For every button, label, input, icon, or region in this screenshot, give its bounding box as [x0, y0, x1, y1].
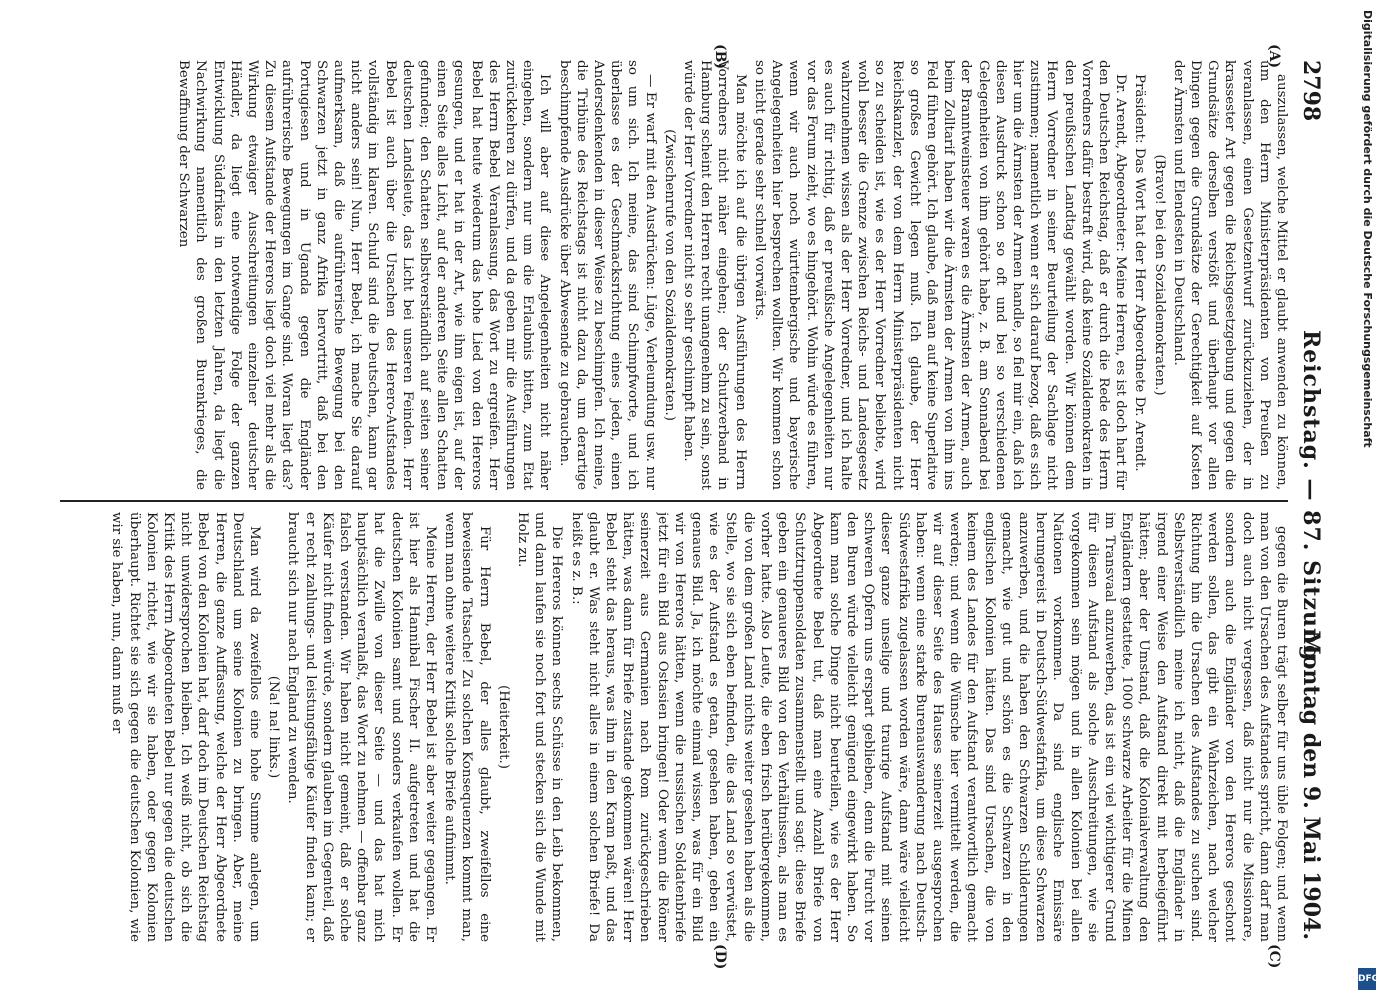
column-divider [60, 500, 1288, 502]
paragraph: Man wird da zweifellos eine hohe Summe anlegen, um Deutschland um seine Kolonien zu bringen. Aber, meine Herren, die ganze Auffassung, welche der Herr Abgeordnete Bebel von den Kolonien hat, darf doch im Deutschen Reichstag nicht unwidersprochen bleiben. Ich weiß nicht, ob sich die Kritik des Herrn Abgeordneten Bebel nur gegen die deutschen Kolonien richtet, wie wir sie haben, oder gegen Kolonien überhaupt. Richtet sie sich gegen die deutschen Kolonien, wie wir sie haben, nun, dann muß er [109, 512, 263, 942]
session-title: Reichstag. — 87. Sitzung. [1298, 329, 1324, 671]
page-number: 2798 [1298, 60, 1324, 122]
funding-note: Digitalisierung gefördert durch die Deutsche Forschungsgemeinschaft [1361, 10, 1374, 448]
right-column [60, 512, 1290, 942]
digitization-footer [1358, 10, 1378, 990]
paragraph: gegen die Buren trägt selber für uns üble Folgen; und wenn man von den Ursachen des Aufstandes spricht, dann darf man doch auch nicht vergessen, daß nicht nur die Missionare, sondern auch die Engländer von den Hereros geschont werden sollen, das gibt ein Wahrzeichen, nach welcher Richtung hin die Ursachen des Aufstandes zu suchen sind. Selbstverständlich meine ich nicht, daß die Engländer in irgend einer Weise den Aufstand direkt mit herbeigeführt hätten; aber der Umstand, daß die Kolonialverwaltung den Engländern gestattete, 1000 schwarze Arbeiter für die Minen im Transvaal anzuwerben, das ist ein viel wichtigerer Grund für diesen Aufstand als solche Ausschreitungen, wie sie vorgekommen sein mögen und in allen Kolonien bei allen Nationen vorkommen. Da sind englische Emissäre herumgereist in Deutsch-Südwestafrika, um diese Schwarzen anzuwerben, und die haben den Schwarzen Schilderungen gemacht, wie gut und schön es die Schwarzen in den englischen Kolonien hätten. Das sind Ursachen, die von keinem des Landes für den Aufstand verantwortlich gemacht werden; und wenn die Wünsche hier vermittelt werden, die wir auf dieser Seite des Hauses seinerzeit ausgesprochen haben: wenn eine starke Burenauswanderung nach Deutsch-Südwestafrika zugelassen worden wäre, dann wäre vielleicht dieser ganze unselige und traurige Aufstand mit seinen schweren Opfern uns erspart geblieben, denn die Furcht vor den Buren würde vielleicht genügend eingewirkt haben. So kann man solche Dinge nicht beurteilen, wie es der Herr Abgeordnete Bebel tut, daß man eine Anzahl Briefe von Schutztruppensoldaten zusammenstellt und sagt: diese Briefe geben ein genaueres Bild von den Verhältnissen, als man es vorher hatte. Also Leute, die eben frisch herübergekommen, die von dem großen Land nichts weiter gesehen haben als die Stelle, wo sie sich eben befinden, die das Land so verwüstet, wie es der Aufstand es getan, gesehen haben, geben ein genaues Bild. Ja, ich möchte einmal wissen, was für ein Bild wir von Hereros hätten, wenn die russischen Soldatenbriefe jetzt für ein Bild aus Ostasien bringen! Oder wenn die Römer seinerzeit aus Germanien nach Rom zurückgeschrieben hätten, was dann für Briefe zustande gekommen wären! Herr Bebel steht das heraus, was ihm in den Kram paßt, und das glaubt er. Was steht nicht alles in einem solchen Briefe! Da heißt es z. B.: [568, 512, 1289, 942]
page-header [1292, 60, 1332, 940]
interjection: (Na! na! links.) [266, 675, 282, 779]
paragraph: Dr. Arendt, Abgeordneter: Meine Herren, es ist doch hart für den Deutschen Reichstag, daß er durch die Rede des Herrn Vorredners dafür bestraft wird, daß keine Sozialdemokraten in den preußischen Landtag gewählt worden. Wir können dem Herrn Vorredner in seiner Beurteilung der Sachlage nicht zustimmen; namentlich wenn er sich darauf bezog, daß es sich hier um die Ärmsten der Armen handle, so fiel mir ein, daß ich diesen Ausdruck schon so oft und bei so verschiedenen Gelegenheiten von ihm gehört habe, z. B. am Sonnabend bei der Branntweinsteuer waren es die Ärmsten der Armen, auch beim Zolltarif haben wir die Ärmsten der Armen von ihm ins Feld führen gehört. Ich glaube, daß man auf keine Superlative so großes Gewicht legen muß. Ich glaube, der Herr Reichskanzler, der von dem Herrn Ministerpräsidenten nicht so zu scheiden ist, wie es der Herr Vorredner beliebte, wird wohl besser die Grenze zwischen Reichs- und Landesgesetz wahrzunehmen wissen als der Herr Vorredner, und ich halte es auch für richtig, daß er preußische Angelegenheiten nur vor das Forum zieht, wo es hingehört. Wohin würde es führen, wenn wir auch noch württembergische und bayerische Angelegenheiten hier besprechen wollten. Wir kommen schon so nicht gerade sehr schnell vorwärts. [751, 60, 1129, 490]
paragraph: auszulassen, welche Mittel er glaubt anwenden zu können, um den Herrn Ministerpräsidenten von Preußen zu veranlassen, einen Gesetzentwurf zurückzuziehen, der in krassester Art gegen die Reichsgesetzgebung und gegen die Grundsätze derselben verstößt und überhaupt vor allen Dingen gegen die Grundsätze der Gerechtigkeit auf Kosten der Ärmsten und Elendesten in Deutschland. [1170, 60, 1289, 490]
dfg-logo: DFG [1358, 968, 1376, 990]
margin-mark-c: (C) [1266, 944, 1282, 969]
margin-mark-b: (B) [712, 44, 728, 70]
paragraph: Für Herrn Bebel, der alles glaubt, zweifellos eine beweisende Tatsache! Zu solchen Konsequenzen kommt man, wenn man ohne weitere Kritik solche Briefe aufnimmt. [442, 512, 492, 942]
margin-mark-d: (D) [712, 944, 728, 970]
interjection: (Bravo! bei den Sozialdemokraten.) [1151, 154, 1167, 396]
paragraph: Präsident: Das Wort hat der Herr Abgeordnete Dr. Arendt. [1132, 74, 1148, 472]
left-column [60, 60, 1290, 490]
paragraph: Ich will aber auf diese Angelegenheiten nicht näher eingehen, sondern nur um die Erlaubnis bitten, zum Etat zurückkehren zu dürfen, und da geben mir die Ausführungen des Herrn Bebel Veranlassung, das Wort zu ergreifen. Herr Bebel hat heute wiederum das hohe Lied von den Hereros gesungen, und er hat in der Art, wie ihm eigen ist, auf der einen Seite alles Licht, auf der anderen Seite allen Schatten gefunden; den Schatten selbstverständlich auf seiten seiner deutschen Landsleute, das Licht bei unseren Feinden. Herr Bebel ist auch über die Ursachen des Herero-Aufstandes vollständig im klaren. Schuld sind die Deutschen, kann gar nicht anders sein! Nun, Herr Bebel, ich mache Sie darauf aufmerksam, daß die aufrührerische Bewegung bei den Schwarzen jetzt in ganz Afrika hervortritt, daß bei den Portugiesen und in Uganda gegen die Engländer aufrührerische Bewegungen im Gange sind. Woran liegt das? Zu diesem Aufstande der Hereros liegt doch viel mehr als die Wirkung etwaiger Ausschreitungen einzelner deutscher Händler, da liegt eine notwendige Folge der ganzen Entwicklung Südafrikas in den letzten Jahren, da liegt die Nachwirkung namentlich des großen Burenkrieges, die Bewaffnung der Schwarzen [176, 60, 553, 490]
paragraph: — Er warf mit den Ausdrücken: Lüge, Verleumdung usw. nur so um sich. Ich meine, das sind Schimpfworte, und ich überlasse es der Geschmacksrichtung eines jeden, einen Andersdenkenden in dieser Weise zu beschimpfen. Ich meine, die Tribüne des Reichstags ist nicht dazu da, um derartige beschimpfende Ausdrücke über Abwesende zu gebrauchen. [556, 60, 658, 490]
interjection: (Zwischenrufe von den Sozialdemokraten.) [661, 129, 677, 421]
paragraph: Meine Herren, der Herr Bebel ist aber weiter gegangen. Er ist hier als Hannibal Fischer II. aufgetreten und hat die deutschen Kolonien samt und sonders verkaufen wollen. Er hat die Zwille von dieser Seite — und das hat mich hauptsächlich veranlaßt, das Wort zu nehmen — offenbar ganz falsch verstanden. Wir haben nicht gemeint, daß er solche Käufer nicht finden würde, sondern glauben im Gegenteil, daß er recht zahlungs- und leistungsfähige Käufer finden kann; er braucht sich nur nach England zu wenden. [285, 512, 439, 942]
session-date: Montag den 9. Mai 1904. [1298, 630, 1324, 940]
interjection: (Heiterkeit.) [495, 685, 511, 769]
quotation: Die Hereros können sechs Schüsse in den Leib bekommen, und dann laufen sie noch fort und stecken sich die Wunde mit Holz zu. [515, 512, 565, 942]
paragraph: Man möchte ich auf die übrigen Ausführungen des Herrn Vorredners nicht näher eingehen; der Schutzverband in Hamburg scheint den Herren recht unangenehm zu sein, sonst würde der Herr Vorredner nicht so sehr geschimpft haben. [681, 60, 748, 490]
margin-mark-a: (A) [1266, 44, 1282, 69]
